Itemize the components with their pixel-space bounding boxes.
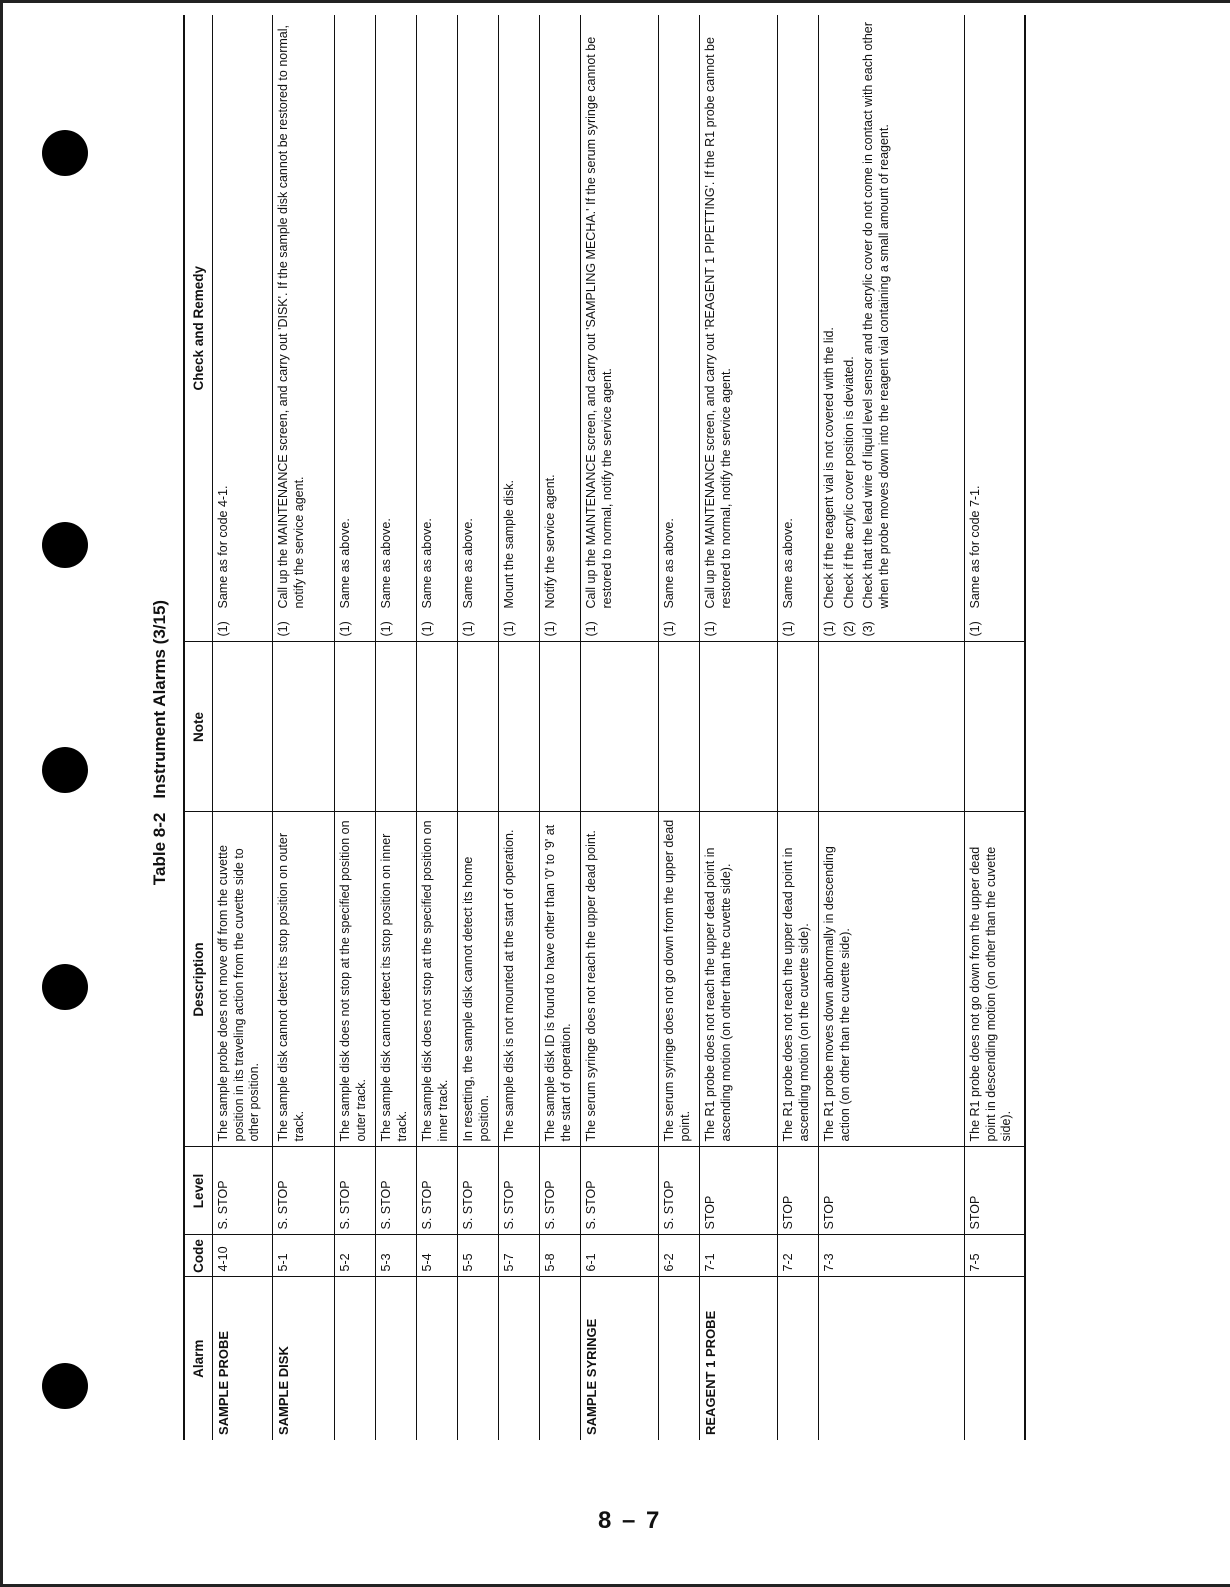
alarm-cell: REAGENT 1 PROBE xyxy=(700,1277,778,1440)
remedy-text: Call up the MAINTENANCE screen, and carry out 'SAMPLING MECHA.' If the serum syringe cannot be restored to normal, notify the service agent. xyxy=(584,36,614,609)
table-row xyxy=(335,15,376,1440)
remedy-item xyxy=(584,21,615,637)
level-cell: S. STOP xyxy=(213,1147,273,1235)
description-cell: The sample disk cannot detect its stop position on inner track. xyxy=(376,812,417,1147)
table-number: Table 8-2 xyxy=(150,812,169,886)
remedy-item xyxy=(968,21,984,637)
table-row xyxy=(417,15,458,1440)
remedy-item xyxy=(842,21,858,637)
table-header-row xyxy=(184,15,213,1440)
table-row xyxy=(778,15,819,1440)
table-row xyxy=(213,15,273,1440)
remedy-text: Mount the sample disk. xyxy=(502,479,516,609)
remedy-text: Call up the MAINTENANCE screen, and carry out 'DISK'. If the sample disk cannot be restored to normal, notify the service agent. xyxy=(276,25,306,609)
check-remedy-cell xyxy=(213,15,273,642)
description-cell: The sample disk ID is found to have other than '0' to '9' at the start of operation. xyxy=(540,812,581,1147)
remedy-number: (1) xyxy=(502,621,516,637)
check-remedy-cell xyxy=(458,15,499,642)
level-cell: S. STOP xyxy=(335,1147,376,1235)
note-cell xyxy=(965,642,1025,812)
code-cell: 5-1 xyxy=(273,1235,335,1277)
table-row xyxy=(700,15,778,1440)
table-row xyxy=(273,15,335,1440)
binder-hole xyxy=(42,130,88,176)
check-remedy-cell xyxy=(499,15,540,642)
remedy-number: (1) xyxy=(276,621,290,637)
code-cell: 5-8 xyxy=(540,1235,581,1277)
description-cell: The sample disk does not stop at the specified position on inner track. xyxy=(417,812,458,1147)
remedy-number: (1) xyxy=(584,621,598,637)
alarm-cell xyxy=(376,1277,417,1440)
instrument-alarms-table xyxy=(183,15,1026,1440)
level-cell: S. STOP xyxy=(499,1147,540,1235)
header-check-remedy: Check and Remedy xyxy=(184,15,213,642)
binder-hole xyxy=(42,964,88,1010)
table-caption xyxy=(145,0,175,1485)
check-remedy-cell xyxy=(819,15,965,642)
alarm-cell: SAMPLE DISK xyxy=(273,1277,335,1440)
remedy-text: Same as above. xyxy=(461,518,475,609)
note-cell xyxy=(499,642,540,812)
table-row xyxy=(819,15,965,1440)
code-cell: 6-2 xyxy=(659,1235,700,1277)
remedy-number: (2) xyxy=(841,621,856,637)
check-remedy-cell xyxy=(659,15,700,642)
remedy-number: (1) xyxy=(461,621,475,637)
header-note: Note xyxy=(184,642,213,812)
description-cell: The sample disk is not mounted at the start of operation. xyxy=(499,812,540,1147)
note-cell xyxy=(213,642,273,812)
alarm-cell xyxy=(335,1277,376,1440)
level-cell: S. STOP xyxy=(581,1147,659,1235)
binder-hole xyxy=(42,1363,88,1409)
table-body xyxy=(213,15,1025,1440)
alarm-cell xyxy=(965,1277,1025,1440)
table-row xyxy=(581,15,659,1440)
remedy-item xyxy=(662,21,678,637)
remedy-text: Same as for code 7-1. xyxy=(968,485,982,609)
code-cell: 5-5 xyxy=(458,1235,499,1277)
remedy-text: Same as above. xyxy=(781,518,795,609)
table-row xyxy=(458,15,499,1440)
remedy-item xyxy=(703,21,734,637)
note-cell xyxy=(335,642,376,812)
check-remedy-cell xyxy=(700,15,778,642)
check-remedy-cell xyxy=(376,15,417,642)
header-code: Code xyxy=(184,1235,213,1277)
note-cell xyxy=(376,642,417,812)
description-cell: In resetting, the sample disk cannot detect its home position. xyxy=(458,812,499,1147)
code-cell: 7-2 xyxy=(778,1235,819,1277)
note-cell xyxy=(700,642,778,812)
binder-hole xyxy=(42,522,88,568)
alarm-cell xyxy=(540,1277,581,1440)
remedy-item xyxy=(502,21,518,637)
table-row xyxy=(376,15,417,1440)
note-cell xyxy=(458,642,499,812)
alarm-cell: SAMPLE PROBE xyxy=(213,1277,273,1440)
code-cell: 4-10 xyxy=(213,1235,273,1277)
remedy-text: Call up the MAINTENANCE screen, and carry out 'REAGENT 1 PIPETTING'. If the R1 probe cannot be restored to normal, notify the service agent. xyxy=(703,37,733,609)
alarm-cell: SAMPLE SYRINGE xyxy=(581,1277,659,1440)
remedy-text: Same as above. xyxy=(662,518,676,609)
table-title: Instrument Alarms (3/15) xyxy=(150,599,169,799)
remedy-number: (1) xyxy=(543,621,557,637)
level-cell: S. STOP xyxy=(376,1147,417,1235)
note-cell xyxy=(417,642,458,812)
remedy-number: (1) xyxy=(822,621,836,637)
code-cell: 5-7 xyxy=(499,1235,540,1277)
page-number: 8 – 7 xyxy=(598,1507,662,1534)
alarm-cell xyxy=(819,1277,965,1440)
code-cell: 6-1 xyxy=(581,1235,659,1277)
alarm-cell xyxy=(499,1277,540,1440)
remedy-item xyxy=(216,21,232,637)
code-cell: 5-3 xyxy=(376,1235,417,1277)
description-cell: The R1 probe moves down abnormally in descending action (on other than the cuvette side). xyxy=(819,812,965,1147)
note-cell xyxy=(778,642,819,812)
level-cell: S. STOP xyxy=(458,1147,499,1235)
remedy-item xyxy=(822,21,838,637)
level-cell: S. STOP xyxy=(273,1147,335,1235)
table-row xyxy=(499,15,540,1440)
note-cell xyxy=(819,642,965,812)
check-remedy-cell xyxy=(540,15,581,642)
level-cell: STOP xyxy=(778,1147,819,1235)
note-cell xyxy=(273,642,335,812)
remedy-item xyxy=(861,21,892,637)
description-cell: The serum syringe does not go down from the upper dead point. xyxy=(659,812,700,1147)
level-cell: STOP xyxy=(819,1147,965,1235)
code-cell: 7-3 xyxy=(819,1235,965,1277)
remedy-number: (1) xyxy=(420,621,434,637)
note-cell xyxy=(659,642,700,812)
remedy-text: Check if the acrylic cover position is deviated. xyxy=(841,356,856,609)
description-cell: The sample disk does not stop at the specified position on outer track. xyxy=(335,812,376,1147)
remedy-text: Same as above. xyxy=(420,518,434,609)
rotated-page-content xyxy=(145,0,1205,1485)
check-remedy-cell xyxy=(778,15,819,642)
description-cell: The sample disk cannot detect its stop position on outer track. xyxy=(273,812,335,1147)
description-cell: The serum syringe does not reach the upper dead point. xyxy=(581,812,659,1147)
remedy-item xyxy=(461,21,477,637)
remedy-text: Same as for code 4-1. xyxy=(216,485,230,609)
remedy-number: (1) xyxy=(703,621,717,637)
header-alarm: Alarm xyxy=(184,1277,213,1440)
code-cell: 5-4 xyxy=(417,1235,458,1277)
remedy-text: Check that the lead wire of liquid level sensor and the acrylic cover do not come in contact with each other when the probe moves down into the reagent vial containing a small amount of reagent. xyxy=(861,22,891,609)
level-cell: STOP xyxy=(700,1147,778,1235)
remedy-item xyxy=(420,21,436,637)
description-cell: The R1 probe does not reach the upper dead point in ascending motion (on other than the cuvette side). xyxy=(700,812,778,1147)
table-row xyxy=(540,15,581,1440)
remedy-text: Notify the service agent. xyxy=(543,474,557,609)
description-cell: The R1 probe does not reach the upper dead point in ascending motion (on the cuvette side). xyxy=(778,812,819,1147)
remedy-number: (3) xyxy=(861,621,875,637)
table-row xyxy=(965,15,1025,1440)
remedy-item xyxy=(338,21,354,637)
table-row xyxy=(659,15,700,1440)
alarm-cell xyxy=(659,1277,700,1440)
check-remedy-cell xyxy=(335,15,376,642)
remedy-item xyxy=(276,21,307,637)
description-cell: The sample probe does not move off from the cuvette position in its traveling action from the cuvette side to other position. xyxy=(213,812,273,1147)
remedy-item xyxy=(379,21,395,637)
remedy-number: (1) xyxy=(968,621,982,637)
alarm-cell xyxy=(778,1277,819,1440)
remedy-number: (1) xyxy=(379,621,393,637)
level-cell: S. STOP xyxy=(417,1147,458,1235)
alarm-cell xyxy=(458,1277,499,1440)
binder-hole xyxy=(42,747,88,793)
remedy-text: Same as above. xyxy=(338,518,352,609)
check-remedy-cell xyxy=(273,15,335,642)
level-cell: S. STOP xyxy=(540,1147,581,1235)
header-description: Description xyxy=(184,812,213,1147)
code-cell: 5-2 xyxy=(335,1235,376,1277)
remedy-number: (1) xyxy=(338,621,352,637)
remedy-item xyxy=(781,21,797,637)
scan-edge-left xyxy=(0,0,3,1587)
check-remedy-cell xyxy=(417,15,458,642)
header-level: Level xyxy=(184,1147,213,1235)
check-remedy-cell xyxy=(965,15,1025,642)
code-cell: 7-5 xyxy=(965,1235,1025,1277)
level-cell: S. STOP xyxy=(659,1147,700,1235)
description-cell: The R1 probe does not go down from the upper dead point in descending motion (on other than the cuvette side). xyxy=(965,812,1025,1147)
remedy-number: (1) xyxy=(781,621,795,637)
alarm-cell xyxy=(417,1277,458,1440)
check-remedy-cell xyxy=(581,15,659,642)
note-cell xyxy=(581,642,659,812)
code-cell: 7-1 xyxy=(700,1235,778,1277)
remedy-text: Check if the reagent vial is not covered with the lid. xyxy=(822,327,836,609)
note-cell xyxy=(540,642,581,812)
remedy-number: (1) xyxy=(216,621,230,637)
remedy-item xyxy=(543,21,559,637)
remedy-number: (1) xyxy=(662,621,676,637)
level-cell: STOP xyxy=(965,1147,1025,1235)
remedy-text: Same as above. xyxy=(379,518,393,609)
